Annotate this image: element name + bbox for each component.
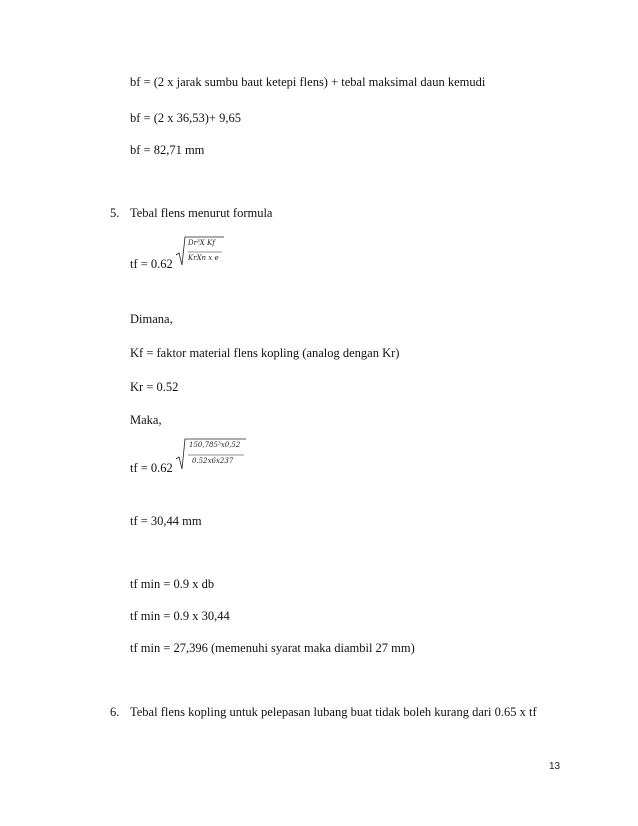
kf-definition: Kf = faktor material flens kopling (analog dengan Kr): [130, 346, 400, 360]
formula-denominator: KrXn x e: [188, 254, 219, 262]
kr-value: Kr = 0.52: [130, 380, 179, 394]
tf-min-result: tf min = 27,396 (memenuhi syarat maka diambil 27 mm): [130, 641, 415, 655]
tf-min-calculation: tf min = 0.9 x 30,44: [130, 609, 230, 623]
item-6-number: 6.: [110, 705, 120, 719]
tf-formula-prefix: tf = 0.62: [130, 257, 173, 271]
item-6-text: Tebal flens kopling untuk pelepasan lubang buat tidak boleh kurang dari 0.65 x tf: [130, 705, 537, 719]
bf-calculation: bf = (2 x 36,53)+ 9,65: [130, 111, 241, 125]
item-5-number: 5.: [110, 206, 120, 220]
bf-definition: bf = (2 x jarak sumbu baut ketepi flens) + tebal maksimal daun kemudi: [130, 75, 486, 89]
tf-result: tf = 30,44 mm: [130, 514, 202, 528]
dimana-label: Dimana,: [130, 312, 173, 326]
page-number: 13: [549, 761, 561, 772]
tf-calc-prefix: tf = 0.62: [130, 461, 173, 475]
calc-numerator: 150,785³x0,52: [189, 441, 241, 449]
item-5-heading: Tebal flens menurut formula: [130, 206, 273, 220]
calc-denominator: 0.52x6x237: [192, 457, 234, 465]
tf-min-definition: tf min = 0.9 x db: [130, 577, 215, 591]
maka-label: Maka,: [130, 413, 162, 427]
bf-result: bf = 82,71 mm: [130, 143, 205, 157]
formula-numerator: Dr³X Kf: [188, 239, 215, 247]
